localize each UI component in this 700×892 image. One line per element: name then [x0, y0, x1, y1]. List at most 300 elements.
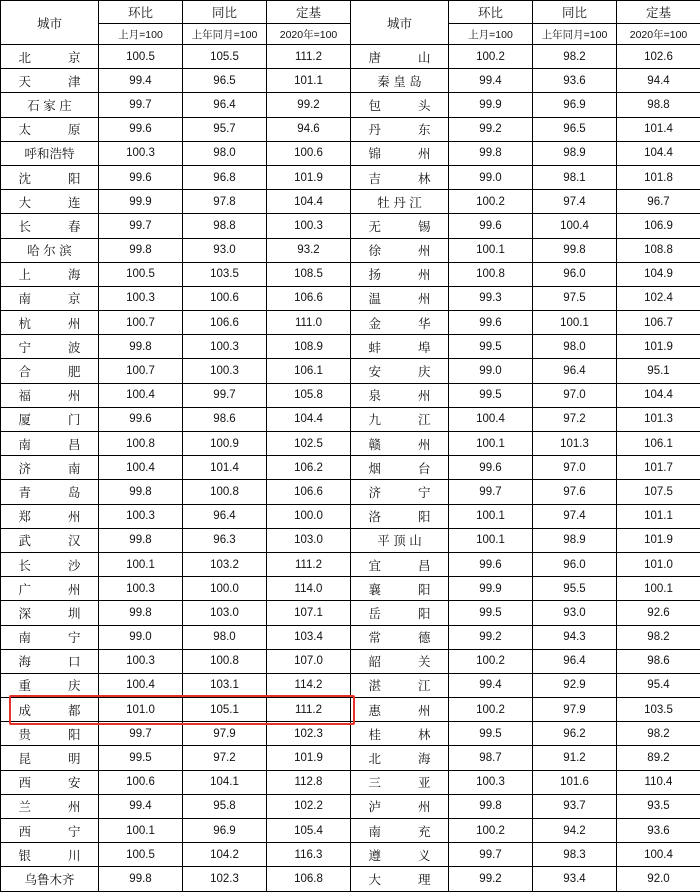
base-value-cell: 98.2 [617, 722, 700, 746]
city-name-cell: 宜 昌 [351, 552, 449, 576]
mom-value-cell: 99.8 [99, 601, 183, 625]
table-row [1, 698, 700, 722]
base-value-cell: 101.1 [267, 69, 351, 93]
city-name-cell: 湛 江 [351, 673, 449, 697]
table-row [1, 504, 700, 528]
city-name-cell: 蚌 埠 [351, 335, 449, 359]
yoy-value-cell: 95.8 [183, 794, 267, 818]
yoy-value-cell: 98.0 [183, 625, 267, 649]
city-name-cell: 宁 波 [1, 335, 99, 359]
mom-value-cell: 99.5 [449, 335, 533, 359]
mom-value-cell: 100.8 [449, 262, 533, 286]
yoy-value-cell: 93.7 [533, 794, 617, 818]
city-name-cell: 天 津 [1, 69, 99, 93]
yoy-value-cell: 100.0 [183, 577, 267, 601]
table-row [1, 165, 700, 189]
yoy-subheader-right: 上年同月=100 [533, 24, 617, 45]
yoy-value-cell: 97.2 [533, 407, 617, 431]
mom-value-cell: 99.9 [449, 577, 533, 601]
yoy-value-cell: 103.5 [183, 262, 267, 286]
city-column-header: 城市 [1, 1, 99, 45]
city-name-cell: 三 亚 [351, 770, 449, 794]
base-value-cell: 111.2 [267, 552, 351, 576]
yoy-value-cell: 97.9 [533, 698, 617, 722]
yoy-value-cell: 96.9 [533, 93, 617, 117]
mom-value-cell: 100.2 [449, 190, 533, 214]
city-name-cell: 韶 关 [351, 649, 449, 673]
base-value-cell: 102.6 [617, 45, 700, 69]
yoy-value-cell: 100.8 [183, 480, 267, 504]
table-row [1, 722, 700, 746]
city-name-cell: 乌鲁木齐 [1, 867, 99, 891]
city-name-cell: 重 庆 [1, 673, 99, 697]
mom-value-cell: 99.2 [449, 625, 533, 649]
mom-value-cell: 100.7 [99, 359, 183, 383]
base-subheader-right: 2020年=100 [617, 24, 700, 45]
mom-value-cell: 99.8 [99, 335, 183, 359]
mom-value-cell: 99.6 [99, 165, 183, 189]
base-value-cell: 92.6 [617, 601, 700, 625]
base-value-cell: 100.1 [617, 577, 700, 601]
mom-value-cell: 100.1 [449, 238, 533, 262]
city-name-cell: 西 安 [1, 770, 99, 794]
city-name-cell: 襄 阳 [351, 577, 449, 601]
mom-value-cell: 100.1 [99, 552, 183, 576]
mom-value-cell: 99.0 [449, 165, 533, 189]
base-value-cell: 111.2 [267, 698, 351, 722]
base-header-right: 定基 [617, 1, 700, 24]
mom-value-cell: 99.8 [449, 141, 533, 165]
yoy-value-cell: 104.1 [183, 770, 267, 794]
table-row [1, 262, 700, 286]
mom-value-cell: 100.4 [99, 456, 183, 480]
yoy-header-right: 同比 [533, 1, 617, 24]
yoy-value-cell: 98.6 [183, 407, 267, 431]
city-name-cell: 无 锡 [351, 214, 449, 238]
city-name-cell: 西 宁 [1, 819, 99, 843]
base-value-cell: 102.2 [267, 794, 351, 818]
yoy-value-cell: 96.4 [533, 649, 617, 673]
mom-value-cell: 99.7 [99, 93, 183, 117]
table-row [1, 407, 700, 431]
yoy-value-cell: 98.0 [183, 141, 267, 165]
city-name-cell: 北 海 [351, 746, 449, 770]
mom-value-cell: 99.7 [99, 722, 183, 746]
table-row [1, 819, 700, 843]
base-value-cell: 107.0 [267, 649, 351, 673]
table-row [1, 480, 700, 504]
table-row [1, 552, 700, 576]
yoy-header: 同比 [183, 1, 267, 24]
yoy-value-cell: 98.9 [533, 528, 617, 552]
city-name-cell: 安 庆 [351, 359, 449, 383]
city-name-cell: 南 京 [1, 286, 99, 310]
base-value-cell: 100.3 [267, 214, 351, 238]
mom-value-cell: 99.2 [449, 117, 533, 141]
base-value-cell: 101.9 [267, 746, 351, 770]
city-name-cell: 济 宁 [351, 480, 449, 504]
base-value-cell: 102.3 [267, 722, 351, 746]
city-name-cell: 泉 州 [351, 383, 449, 407]
base-value-cell: 101.8 [617, 165, 700, 189]
yoy-value-cell: 98.3 [533, 843, 617, 867]
city-name-cell: 常 德 [351, 625, 449, 649]
mom-value-cell: 99.7 [99, 214, 183, 238]
city-name-cell: 洛 阳 [351, 504, 449, 528]
mom-value-cell: 99.3 [449, 286, 533, 310]
table-row [1, 45, 700, 69]
base-value-cell: 111.0 [267, 311, 351, 335]
mom-value-cell: 99.8 [99, 867, 183, 891]
base-value-cell: 101.3 [617, 407, 700, 431]
city-name-cell: 吉 林 [351, 165, 449, 189]
mom-value-cell: 100.4 [99, 673, 183, 697]
base-value-cell: 95.4 [617, 673, 700, 697]
base-value-cell: 104.4 [267, 190, 351, 214]
city-name-cell: 北 京 [1, 45, 99, 69]
yoy-value-cell: 96.0 [533, 552, 617, 576]
yoy-value-cell: 97.6 [533, 480, 617, 504]
table-row [1, 577, 700, 601]
yoy-value-cell: 105.5 [183, 45, 267, 69]
base-value-cell: 101.1 [617, 504, 700, 528]
yoy-value-cell: 97.0 [533, 383, 617, 407]
yoy-value-cell: 103.0 [183, 601, 267, 625]
city-name-cell: 贵 阳 [1, 722, 99, 746]
city-name-cell: 太 原 [1, 117, 99, 141]
base-value-cell: 95.1 [617, 359, 700, 383]
yoy-value-cell: 103.2 [183, 552, 267, 576]
mom-value-cell: 100.3 [449, 770, 533, 794]
yoy-value-cell: 95.7 [183, 117, 267, 141]
mom-value-cell: 100.8 [99, 432, 183, 456]
city-name-cell: 郑 州 [1, 504, 99, 528]
mom-value-cell: 100.6 [99, 770, 183, 794]
base-value-cell: 108.5 [267, 262, 351, 286]
yoy-value-cell: 95.5 [533, 577, 617, 601]
base-value-cell: 104.4 [617, 141, 700, 165]
yoy-value-cell: 96.3 [183, 528, 267, 552]
table-row [1, 335, 700, 359]
city-name-cell: 大 理 [351, 867, 449, 891]
mom-value-cell: 100.1 [449, 528, 533, 552]
base-value-cell: 93.2 [267, 238, 351, 262]
table-row [1, 649, 700, 673]
table-row [1, 432, 700, 456]
base-value-cell: 101.9 [267, 165, 351, 189]
table-header-row-sub [1, 24, 700, 45]
city-name-cell: 烟 台 [351, 456, 449, 480]
table-row [1, 117, 700, 141]
mom-value-cell: 100.2 [449, 649, 533, 673]
city-name-cell: 岳 阳 [351, 601, 449, 625]
mom-value-cell: 100.1 [99, 819, 183, 843]
base-value-cell: 106.9 [617, 214, 700, 238]
city-name-cell: 杭 州 [1, 311, 99, 335]
yoy-value-cell: 96.4 [183, 504, 267, 528]
yoy-value-cell: 100.6 [183, 286, 267, 310]
base-value-cell: 94.4 [617, 69, 700, 93]
city-name-cell: 沈 阳 [1, 165, 99, 189]
table-row [1, 359, 700, 383]
mom-value-cell: 99.8 [99, 238, 183, 262]
base-value-cell: 100.0 [267, 504, 351, 528]
table-row [1, 93, 700, 117]
mom-value-cell: 99.6 [449, 311, 533, 335]
table-row [1, 673, 700, 697]
yoy-value-cell: 97.4 [533, 190, 617, 214]
city-name-cell: 石 家 庄 [1, 93, 99, 117]
yoy-value-cell: 97.5 [533, 286, 617, 310]
table-row [1, 383, 700, 407]
mom-value-cell: 99.6 [449, 456, 533, 480]
mom-subheader-right: 上月=100 [449, 24, 533, 45]
yoy-value-cell: 94.3 [533, 625, 617, 649]
base-value-cell: 89.2 [617, 746, 700, 770]
city-name-cell: 厦 门 [1, 407, 99, 431]
city-name-cell: 昆 明 [1, 746, 99, 770]
mom-value-cell: 100.3 [99, 577, 183, 601]
base-value-cell: 112.8 [267, 770, 351, 794]
table-row [1, 528, 700, 552]
mom-value-cell: 99.6 [99, 117, 183, 141]
yoy-value-cell: 97.0 [533, 456, 617, 480]
yoy-value-cell: 91.2 [533, 746, 617, 770]
city-name-cell: 银 川 [1, 843, 99, 867]
mom-value-cell: 99.9 [99, 190, 183, 214]
base-value-cell: 101.7 [617, 456, 700, 480]
yoy-value-cell: 98.8 [183, 214, 267, 238]
yoy-value-cell: 98.1 [533, 165, 617, 189]
table-row [1, 746, 700, 770]
yoy-value-cell: 100.3 [183, 335, 267, 359]
mom-value-cell: 100.3 [99, 141, 183, 165]
base-value-cell: 96.7 [617, 190, 700, 214]
mom-value-cell: 100.1 [449, 432, 533, 456]
mom-value-cell: 100.5 [99, 45, 183, 69]
base-value-cell: 102.5 [267, 432, 351, 456]
base-value-cell: 103.5 [617, 698, 700, 722]
mom-value-cell: 100.7 [99, 311, 183, 335]
base-value-cell: 101.0 [617, 552, 700, 576]
city-name-cell: 济 南 [1, 456, 99, 480]
yoy-value-cell: 97.4 [533, 504, 617, 528]
mom-value-cell: 100.2 [449, 819, 533, 843]
city-name-cell: 泸 州 [351, 794, 449, 818]
table-row [1, 141, 700, 165]
base-value-cell: 100.4 [617, 843, 700, 867]
base-value-cell: 100.6 [267, 141, 351, 165]
base-value-cell: 106.7 [617, 311, 700, 335]
table-row [1, 794, 700, 818]
base-value-cell: 107.1 [267, 601, 351, 625]
mom-value-cell: 101.0 [99, 698, 183, 722]
base-value-cell: 93.6 [617, 819, 700, 843]
mom-value-cell: 100.4 [449, 407, 533, 431]
table-row [1, 625, 700, 649]
mom-value-cell: 99.7 [449, 480, 533, 504]
mom-value-cell: 99.4 [99, 69, 183, 93]
city-name-cell: 长 春 [1, 214, 99, 238]
base-value-cell: 98.2 [617, 625, 700, 649]
city-name-cell: 长 沙 [1, 552, 99, 576]
table-row [1, 238, 700, 262]
city-name-cell: 温 州 [351, 286, 449, 310]
mom-value-cell: 100.1 [449, 504, 533, 528]
mom-value-cell: 100.3 [99, 649, 183, 673]
yoy-value-cell: 96.4 [183, 93, 267, 117]
city-name-cell: 上 海 [1, 262, 99, 286]
mom-value-cell: 100.5 [99, 843, 183, 867]
mom-value-cell: 98.7 [449, 746, 533, 770]
yoy-value-cell: 102.3 [183, 867, 267, 891]
base-value-cell: 108.8 [617, 238, 700, 262]
mom-value-cell: 99.5 [99, 746, 183, 770]
yoy-value-cell: 93.6 [533, 69, 617, 93]
mom-value-cell: 99.8 [449, 794, 533, 818]
city-name-cell: 徐 州 [351, 238, 449, 262]
yoy-value-cell: 96.2 [533, 722, 617, 746]
yoy-value-cell: 100.9 [183, 432, 267, 456]
yoy-value-cell: 99.8 [533, 238, 617, 262]
yoy-value-cell: 96.5 [533, 117, 617, 141]
city-name-cell: 锦 州 [351, 141, 449, 165]
city-name-cell: 合 肥 [1, 359, 99, 383]
mom-value-cell: 99.0 [99, 625, 183, 649]
yoy-value-cell: 100.1 [533, 311, 617, 335]
mom-value-cell: 99.4 [449, 69, 533, 93]
mom-value-cell: 99.9 [449, 93, 533, 117]
yoy-value-cell: 97.8 [183, 190, 267, 214]
yoy-value-cell: 101.6 [533, 770, 617, 794]
city-name-cell: 秦 皇 岛 [351, 69, 449, 93]
yoy-value-cell: 92.9 [533, 673, 617, 697]
yoy-value-cell: 99.7 [183, 383, 267, 407]
city-name-cell: 惠 州 [351, 698, 449, 722]
yoy-value-cell: 100.4 [533, 214, 617, 238]
yoy-value-cell: 93.0 [183, 238, 267, 262]
city-name-cell: 海 口 [1, 649, 99, 673]
mom-value-cell: 99.6 [449, 552, 533, 576]
yoy-value-cell: 93.4 [533, 867, 617, 891]
table-header-row-top [1, 1, 700, 24]
yoy-value-cell: 96.8 [183, 165, 267, 189]
city-name-cell: 南 充 [351, 819, 449, 843]
mom-value-cell: 99.8 [99, 480, 183, 504]
table-row [1, 311, 700, 335]
mom-value-cell: 99.6 [449, 214, 533, 238]
table-row [1, 867, 700, 891]
base-value-cell: 104.4 [617, 383, 700, 407]
mom-header-right: 环比 [449, 1, 533, 24]
base-value-cell: 106.1 [267, 359, 351, 383]
base-value-cell: 111.2 [267, 45, 351, 69]
yoy-value-cell: 100.3 [183, 359, 267, 383]
mom-value-cell: 99.5 [449, 601, 533, 625]
base-value-cell: 106.6 [267, 480, 351, 504]
base-header: 定基 [267, 1, 351, 24]
city-name-cell: 包 头 [351, 93, 449, 117]
table-row [1, 190, 700, 214]
yoy-value-cell: 98.2 [533, 45, 617, 69]
base-value-cell: 101.4 [617, 117, 700, 141]
city-name-cell: 武 汉 [1, 528, 99, 552]
table-row [1, 214, 700, 238]
base-value-cell: 101.9 [617, 335, 700, 359]
yoy-value-cell: 93.0 [533, 601, 617, 625]
city-name-cell: 南 宁 [1, 625, 99, 649]
base-value-cell: 106.6 [267, 286, 351, 310]
city-name-cell: 扬 州 [351, 262, 449, 286]
city-name-cell: 福 州 [1, 383, 99, 407]
mom-value-cell: 99.5 [449, 383, 533, 407]
base-value-cell: 108.9 [267, 335, 351, 359]
yoy-value-cell: 96.4 [533, 359, 617, 383]
base-value-cell: 104.9 [617, 262, 700, 286]
base-value-cell: 98.8 [617, 93, 700, 117]
mom-value-cell: 99.4 [99, 794, 183, 818]
city-name-cell: 金 华 [351, 311, 449, 335]
table-row [1, 69, 700, 93]
city-name-cell: 遵 义 [351, 843, 449, 867]
city-name-cell: 青 岛 [1, 480, 99, 504]
table-row [1, 601, 700, 625]
table-row [1, 286, 700, 310]
mom-value-cell: 100.5 [99, 262, 183, 286]
table-row [1, 843, 700, 867]
yoy-value-cell: 101.3 [533, 432, 617, 456]
city-name-cell: 南 昌 [1, 432, 99, 456]
table-row [1, 770, 700, 794]
yoy-value-cell: 104.2 [183, 843, 267, 867]
mom-value-cell: 99.8 [99, 528, 183, 552]
yoy-value-cell: 97.2 [183, 746, 267, 770]
mom-value-cell: 99.6 [99, 407, 183, 431]
mom-value-cell: 100.3 [99, 504, 183, 528]
base-value-cell: 110.4 [617, 770, 700, 794]
yoy-value-cell: 96.9 [183, 819, 267, 843]
mom-value-cell: 100.4 [99, 383, 183, 407]
base-value-cell: 106.2 [267, 456, 351, 480]
yoy-value-cell: 105.1 [183, 698, 267, 722]
base-value-cell: 104.4 [267, 407, 351, 431]
yoy-value-cell: 103.1 [183, 673, 267, 697]
base-value-cell: 99.2 [267, 93, 351, 117]
base-value-cell: 93.5 [617, 794, 700, 818]
city-name-cell: 成 都 [1, 698, 99, 722]
base-value-cell: 114.0 [267, 577, 351, 601]
base-subheader: 2020年=100 [267, 24, 351, 45]
city-name-cell: 大 连 [1, 190, 99, 214]
yoy-value-cell: 97.9 [183, 722, 267, 746]
city-name-cell: 唐 山 [351, 45, 449, 69]
table-row [1, 456, 700, 480]
mom-value-cell: 100.3 [99, 286, 183, 310]
yoy-value-cell: 106.6 [183, 311, 267, 335]
mom-value-cell: 100.2 [449, 698, 533, 722]
yoy-value-cell: 100.8 [183, 649, 267, 673]
yoy-value-cell: 96.0 [533, 262, 617, 286]
base-value-cell: 103.4 [267, 625, 351, 649]
base-value-cell: 114.2 [267, 673, 351, 697]
mom-value-cell: 99.0 [449, 359, 533, 383]
yoy-value-cell: 101.4 [183, 456, 267, 480]
city-name-cell: 呼和浩特 [1, 141, 99, 165]
city-name-cell: 哈 尔 滨 [1, 238, 99, 262]
city-name-cell: 平 顶 山 [351, 528, 449, 552]
base-value-cell: 101.9 [617, 528, 700, 552]
base-value-cell: 105.8 [267, 383, 351, 407]
